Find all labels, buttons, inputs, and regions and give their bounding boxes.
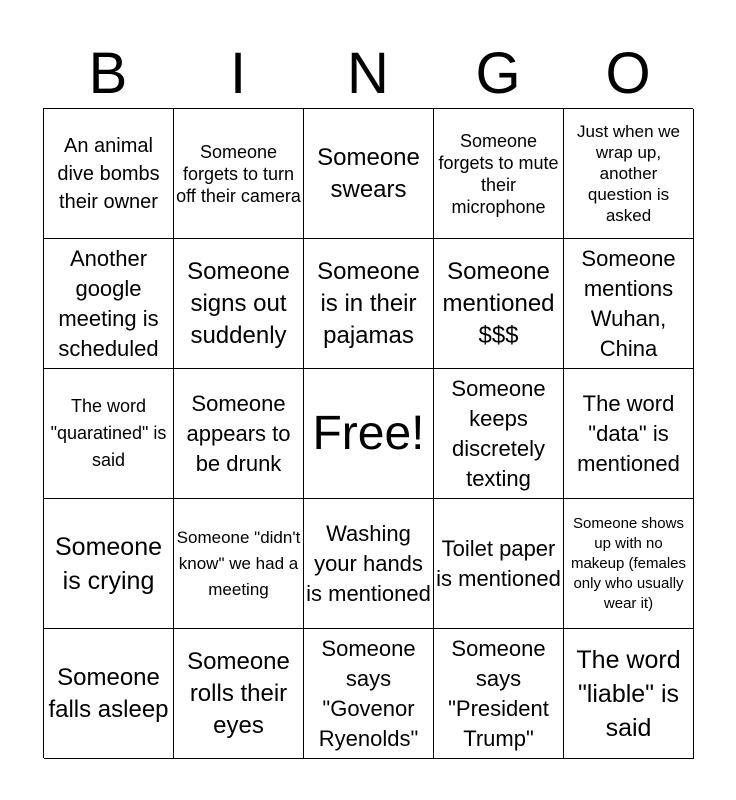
cell-text: Someone is crying bbox=[54, 532, 163, 595]
cell-text: Someone forgets to turn off their camera bbox=[176, 141, 301, 206]
bingo-header bbox=[43, 40, 693, 108]
header-letter-n: N bbox=[347, 41, 389, 106]
bingo-cell bbox=[564, 629, 694, 759]
free-space-label: Free! bbox=[312, 406, 425, 460]
cell-text: Someone appears to be drunk bbox=[186, 390, 291, 476]
bingo-cell bbox=[44, 239, 174, 369]
header-letter-i: I bbox=[229, 41, 247, 106]
bingo-cell bbox=[174, 109, 304, 239]
bingo-cell bbox=[564, 239, 694, 369]
cell-text: The word "liable" is said bbox=[576, 645, 681, 742]
cell-text: Someone forgets to mute their microphone bbox=[438, 130, 559, 217]
cell-text: Someone swears bbox=[317, 143, 420, 203]
bingo-cell bbox=[564, 369, 694, 499]
bingo-cell bbox=[44, 499, 174, 629]
bingo-cell bbox=[44, 629, 174, 759]
cell-text: Someone is in their pajamas bbox=[317, 257, 420, 349]
cell-text: The word "data" is mentioned bbox=[577, 390, 680, 476]
bingo-cell bbox=[434, 629, 564, 759]
bingo-cell bbox=[304, 499, 434, 629]
bingo-cell bbox=[174, 369, 304, 499]
bingo-cell bbox=[304, 239, 434, 369]
cell-text: Someone rolls their eyes bbox=[187, 647, 290, 739]
bingo-cell bbox=[434, 499, 564, 629]
bingo-board bbox=[43, 108, 693, 758]
cell-text: Someone keeps discretely texting bbox=[451, 375, 546, 491]
cell-text: Another google meeting is scheduled bbox=[58, 245, 159, 361]
cell-text: Someone "didn't know" we had a meeting bbox=[176, 527, 301, 599]
cell-text: Toilet paper is mentioned bbox=[436, 535, 561, 591]
cell-text: The word "quaratined" is said bbox=[50, 396, 167, 470]
header-letter-g: G bbox=[475, 41, 521, 106]
bingo-cell bbox=[304, 629, 434, 759]
bingo-cell bbox=[434, 239, 564, 369]
header-letter-o: O bbox=[605, 41, 651, 106]
bingo-cell bbox=[434, 109, 564, 239]
bingo-cell bbox=[434, 369, 564, 499]
cell-text: Someone mentions Wuhan, China bbox=[581, 245, 676, 361]
cell-text: Someone mentioned $$$ bbox=[442, 257, 555, 349]
bingo-cell bbox=[44, 109, 174, 239]
bingo-cell bbox=[564, 109, 694, 239]
cell-text: Someone says "Govenor Ryenolds" bbox=[318, 635, 419, 751]
bingo-cell bbox=[564, 499, 694, 629]
cell-text: Someone shows up with no makeup (females only who usually wear it) bbox=[570, 514, 687, 612]
bingo-cell bbox=[174, 239, 304, 369]
bingo-cell bbox=[174, 629, 304, 759]
cell-text: Washing your hands is mentioned bbox=[306, 520, 431, 606]
free-space bbox=[304, 369, 434, 499]
bingo-cell bbox=[44, 369, 174, 499]
cell-text: Someone signs out suddenly bbox=[187, 257, 290, 349]
bingo-cell bbox=[174, 499, 304, 629]
cell-text: Someone says "President Trump" bbox=[448, 635, 549, 751]
cell-text: Someone falls asleep bbox=[48, 663, 169, 723]
cell-text: An animal dive bombs their owner bbox=[57, 134, 160, 213]
bingo-cell bbox=[304, 109, 434, 239]
header-letter-b: B bbox=[88, 41, 128, 106]
cell-text: Just when we wrap up, another question is asked bbox=[577, 122, 680, 225]
